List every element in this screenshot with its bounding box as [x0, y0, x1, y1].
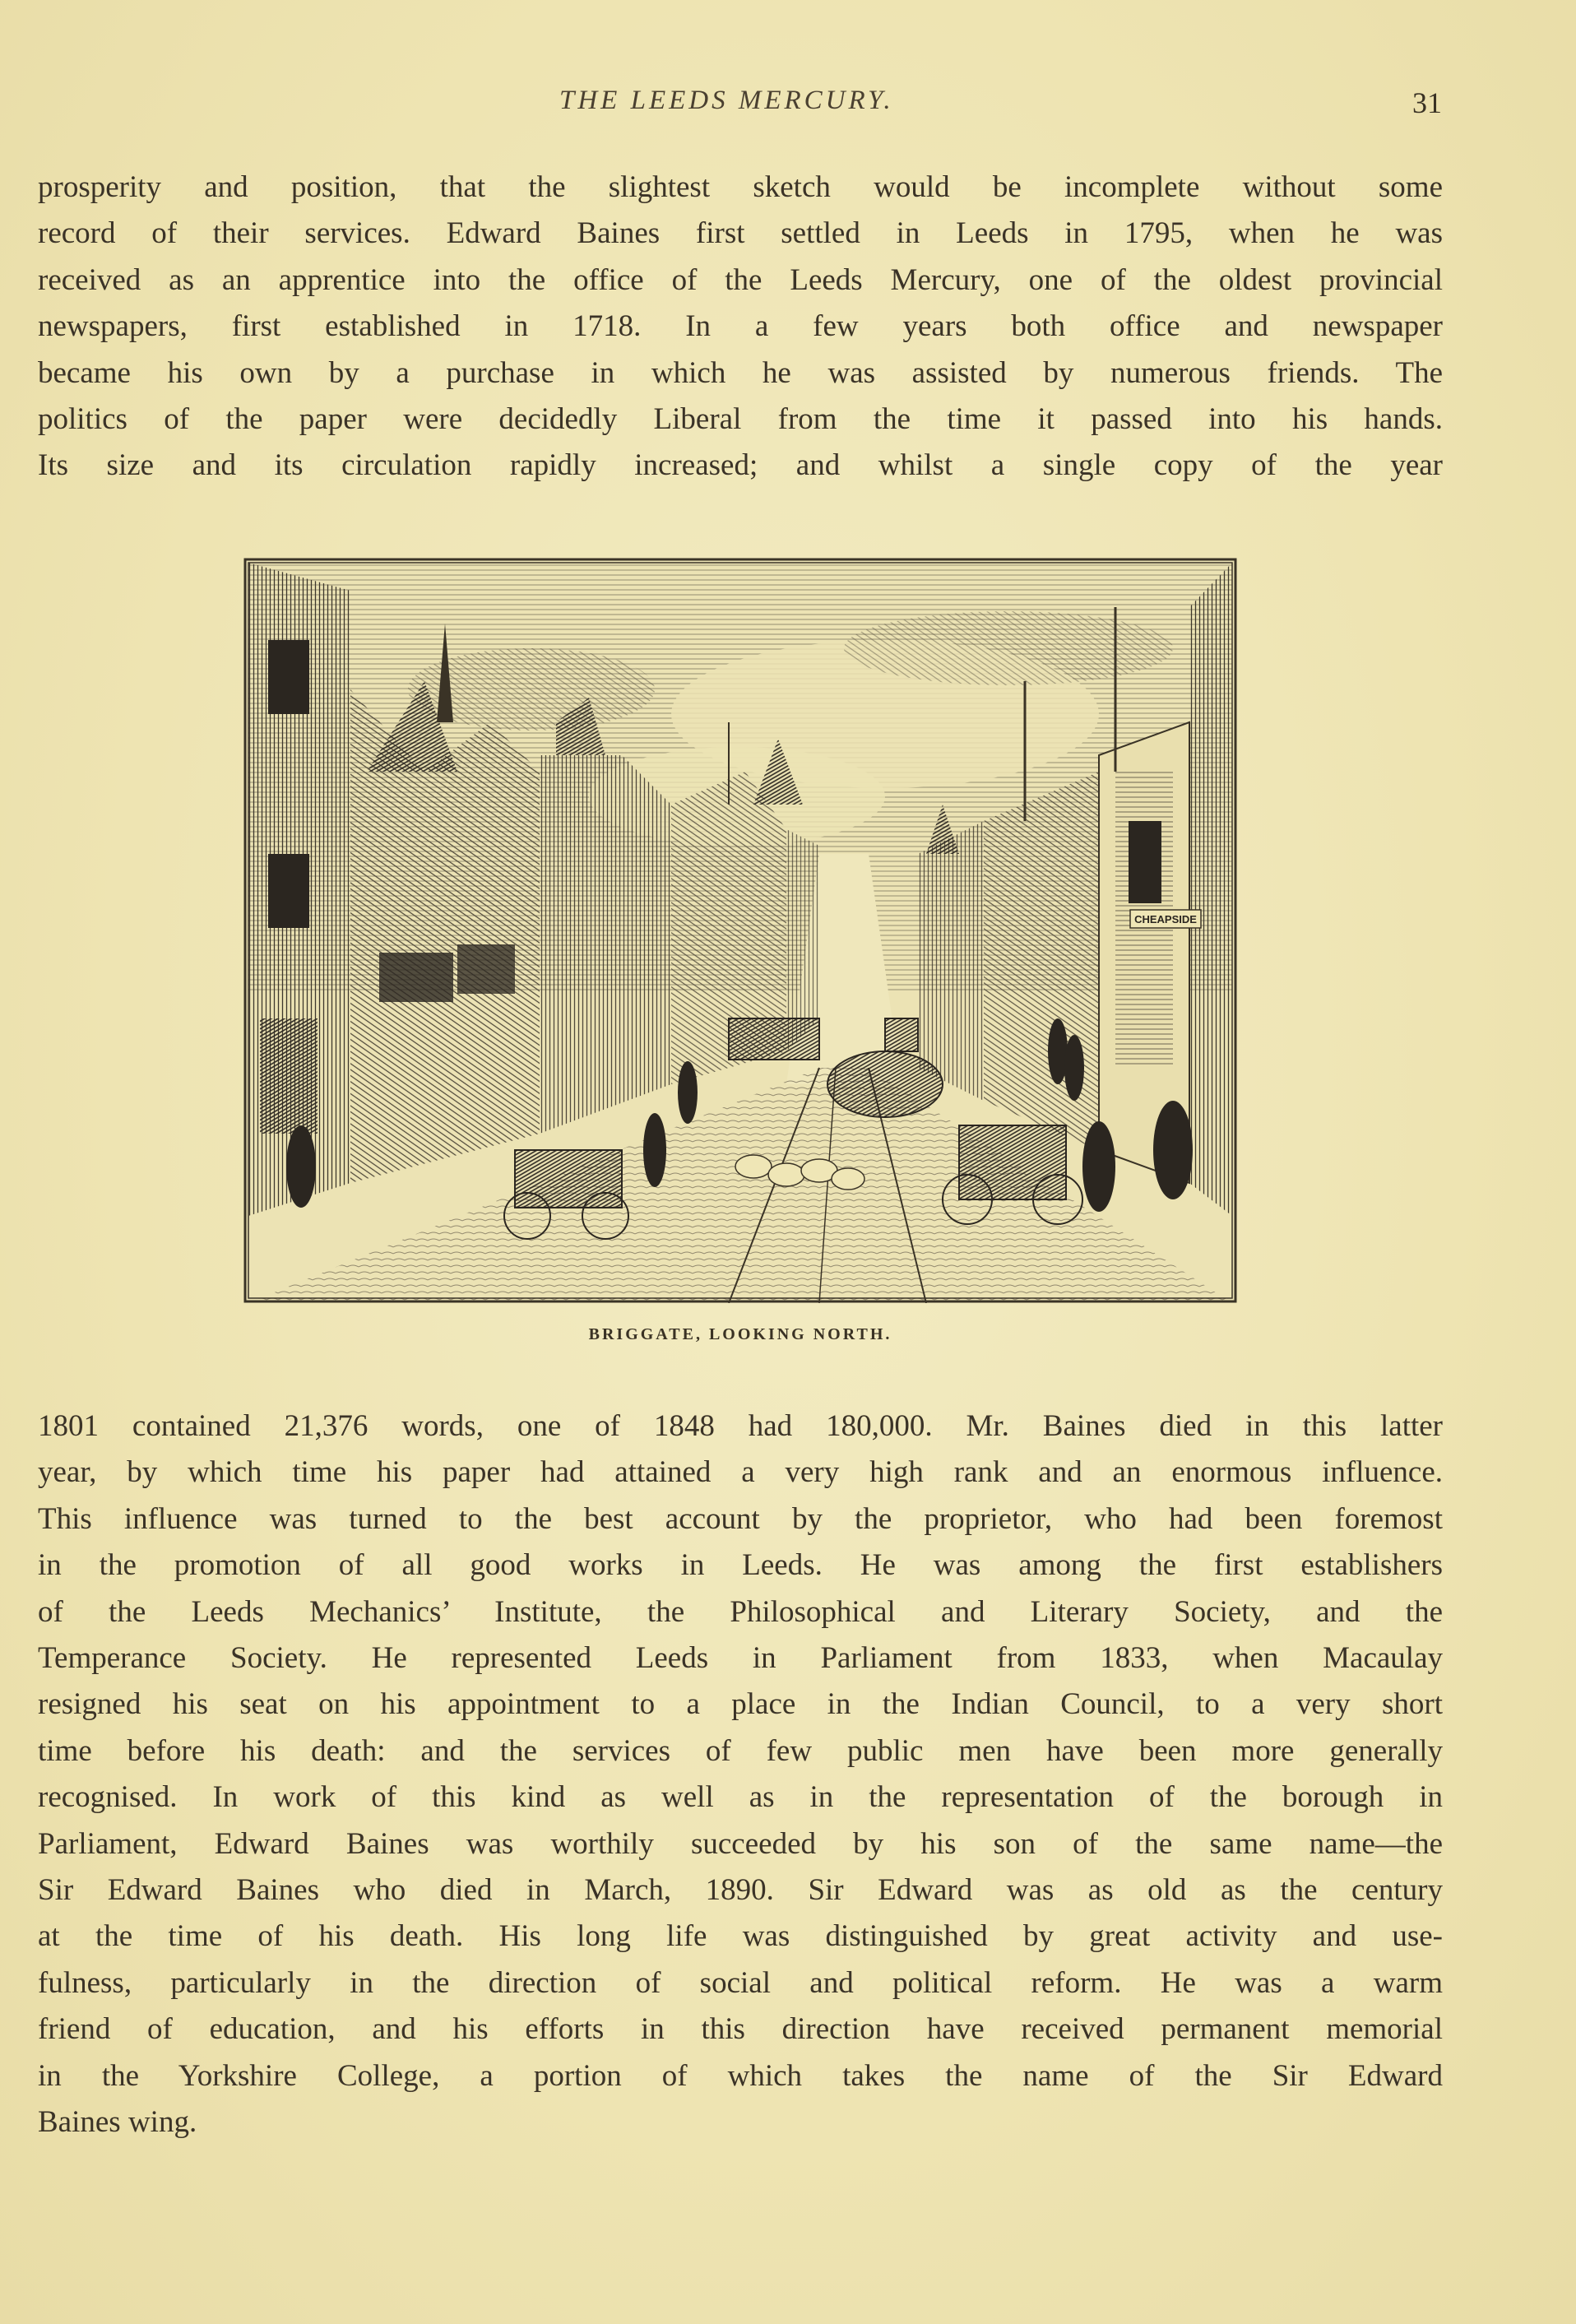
paragraph-1 — [38, 165, 1443, 489]
text-line: Parliament, Edward Baines was worthily succeeded by his son of the same name—the — [38, 1826, 1443, 1861]
text-line: record of their services. Edward Baines first settled in Leeds in 1795, when he was — [38, 216, 1443, 251]
running-head: THE LEEDS MERCURY. — [559, 86, 894, 115]
text-line: received as an apprentice into the office of the Leeds Mercury, one of the oldest provincial — [38, 262, 1443, 297]
text-line: recognised. In work of this kind as well as in the representation of the borough in — [38, 1780, 1443, 1815]
text-line: year, by which time his paper had attained a very high rank and an enormous influence. — [38, 1455, 1443, 1490]
text-line: fulness, particularly in the direction of social and political reform. He was a warm — [38, 1965, 1443, 2000]
text-line: friend of education, and his efforts in this direction have received permanent memorial — [38, 2012, 1443, 2047]
text-line: resigned his seat on his appointment to a place in the Indian Council, to a very short — [38, 1687, 1443, 1722]
text-line: 1801 contained 21,376 words, one of 1848 had 180,000. Mr. Baines died in this latter — [38, 1409, 1443, 1443]
text-line: in the Yorkshire College, a portion of which takes the name of the Sir Edward — [38, 2058, 1443, 2093]
paragraph-2 — [38, 1403, 1443, 2146]
text-line: prosperity and position, that the slightest sketch would be incomplete without some — [38, 170, 1443, 204]
text-line: newspapers, first established in 1718. In a few years both office and newspaper — [38, 309, 1443, 344]
text-line: of the Leeds Mechanics’ Institute, the Philosophical and Literary Society, and the — [38, 1594, 1443, 1629]
text-line: Baines wing. — [38, 2105, 197, 2140]
text-line: at the time of his death. His long life was distinguished by great activity and use- — [38, 1919, 1443, 1954]
text-line: This influence was turned to the best account by the proprietor, who had been foremost — [38, 1501, 1443, 1536]
text-line: Sir Edward Baines who died in March, 1890. Sir Edward was as old as the century — [38, 1873, 1443, 1908]
text-line: became his own by a purchase in which he was assisted by numerous friends. The — [38, 355, 1443, 390]
text-line: politics of the paper were decidedly Liberal from the time it passed into his hands. — [38, 402, 1443, 437]
text-line: Its size and its circulation rapidly increased; and whilst a single copy of the year — [38, 448, 1443, 483]
text-line: Temperance Society. He represented Leeds in Parliament from 1833, when Macaulay — [38, 1641, 1443, 1676]
figure-caption: BRIGGATE, LOOKING NORTH. — [588, 1325, 892, 1343]
text-line: in the promotion of all good works in Leeds. He was among the first establishers — [38, 1548, 1443, 1583]
text-line: time before his death: and the services of few public men have been more generally — [38, 1733, 1443, 1768]
shop-sign-text: CHEAPSIDE — [1134, 913, 1197, 925]
page-header — [0, 86, 1576, 125]
page-number: 31 — [1412, 86, 1442, 119]
engraving-briggate — [243, 558, 1237, 1303]
